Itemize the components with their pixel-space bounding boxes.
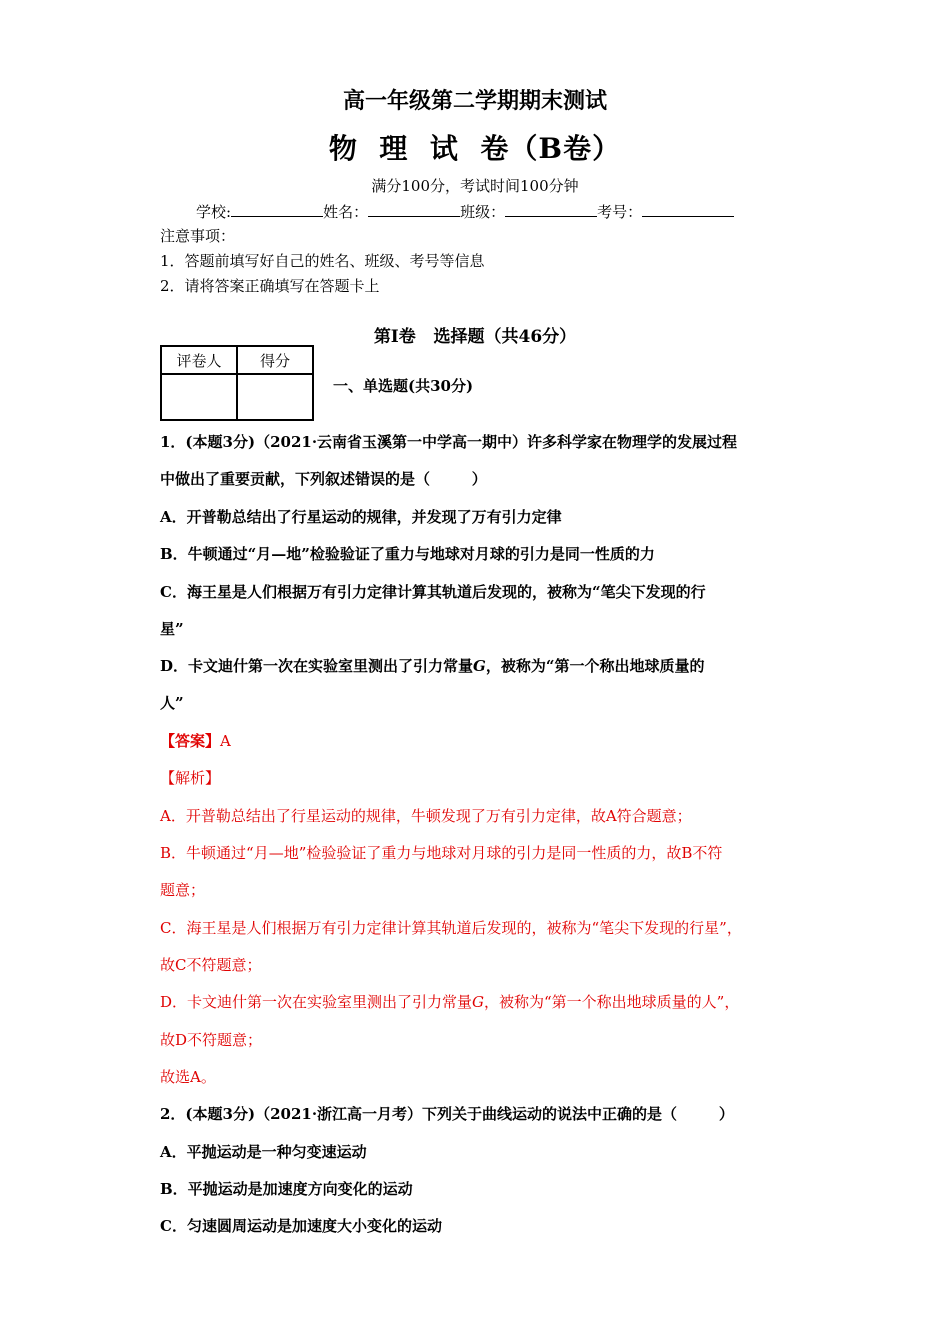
name-blank [368, 200, 460, 217]
question-1-stem: 1．(本题3分)（2021·云南省玉溪第一中学高一期中）许多科学家在物理学的发展过程 [160, 433, 738, 451]
analysis-d-text: D．卡文迪什第一次在实验室里测出了引力常量 [160, 993, 473, 1011]
exam-number-blank [642, 200, 734, 217]
part-title: 一、单选题(共30分) [333, 377, 474, 395]
answer-value: A [220, 732, 231, 750]
score-cell [237, 374, 313, 420]
analysis-conclusion: 故选A。 [160, 1068, 216, 1086]
grader-cell [161, 374, 237, 420]
note-item: 2．请将答案正确填写在答题卡上 [160, 277, 380, 295]
school-label: 学校: [196, 203, 232, 221]
question-1-option-c: C．海王星是人们根据万有引力定律计算其轨道后发现的，被称为“笔尖下发现的行 [160, 583, 706, 601]
analysis-d-text-2: ，被称为“第一个称出地球质量的人”， [484, 993, 740, 1011]
analysis-d [160, 991, 739, 1012]
question-1-option-d [160, 655, 704, 676]
student-info-line [196, 200, 734, 222]
exam-number-label: 考号： [597, 203, 643, 221]
analysis-label: 【解析】 [160, 769, 221, 787]
class-label: 班级： [460, 203, 506, 221]
question-2-option-c: C．匀速圆周运动是加速度大小变化的运动 [160, 1217, 442, 1235]
option-d-text: D．卡文迪什第一次在实验室里测出了引力常量 [160, 657, 474, 675]
analysis-c: C．海王星是人们根据万有引力定律计算其轨道后发现的，被称为“笔尖下发现的行星”， [160, 919, 742, 937]
exam-subtitle: 满分100分，考试时间100分钟 [371, 177, 579, 195]
question-1-option-b: B．牛顿通过“月—地”检验验证了重力与地球对月球的引力是同一性质的力 [160, 545, 655, 563]
grader-table [160, 345, 314, 421]
notes-heading: 注意事项： [160, 227, 236, 245]
gravitational-constant-symbol: G [472, 993, 485, 1011]
school-blank [231, 200, 323, 217]
question-1-option-d-cont: 人” [160, 694, 184, 712]
analysis-b: B．牛顿通过“月—地”检验验证了重力与地球对月球的引力是同一性质的力，故B不符 [160, 844, 723, 862]
question-1-option-c-cont: 星” [160, 620, 184, 638]
grader-header: 评卷人 [161, 346, 237, 374]
analysis-a: A．开普勒总结出了行星运动的规律，牛顿发现了万有引力定律，故A符合题意； [160, 807, 692, 825]
question-1-option-a: A．开普勒总结出了行星运动的规律，并发现了万有引力定律 [160, 508, 562, 526]
exam-title: 高一年级第二学期期末测试 [342, 88, 607, 114]
answer-line [160, 730, 231, 751]
answer-label: 【答案】 [160, 732, 221, 750]
exam-subject-title: 物 理 试 卷（B卷） [328, 132, 622, 165]
question-2-option-b: B．平抛运动是加速度方向变化的运动 [160, 1180, 413, 1198]
analysis-d-cont: 故D不符题意； [160, 1031, 263, 1049]
question-2-option-a: A．平抛运动是一种匀变速运动 [160, 1143, 367, 1161]
score-header: 得分 [237, 346, 313, 374]
note-item: 1．答题前填写好自己的姓名、班级、考号等信息 [160, 252, 485, 270]
class-blank [505, 200, 597, 217]
name-label: 姓名： [323, 203, 369, 221]
question-2-stem: 2．(本题3分)（2021·浙江高一月考）下列关于曲线运动的说法中正确的是（ ） [160, 1105, 734, 1123]
question-1-stem-cont: 中做出了重要贡献，下列叙述错误的是（ ） [160, 470, 487, 488]
section-title: 第I卷 选择题（共46分） [373, 327, 577, 347]
gravitational-constant-symbol: G [473, 657, 486, 675]
analysis-b-cont: 题意； [160, 881, 206, 899]
option-d-text-2: ，被称为“第一个称出地球质量的 [485, 657, 705, 675]
analysis-c-cont: 故C不符题意； [160, 956, 262, 974]
